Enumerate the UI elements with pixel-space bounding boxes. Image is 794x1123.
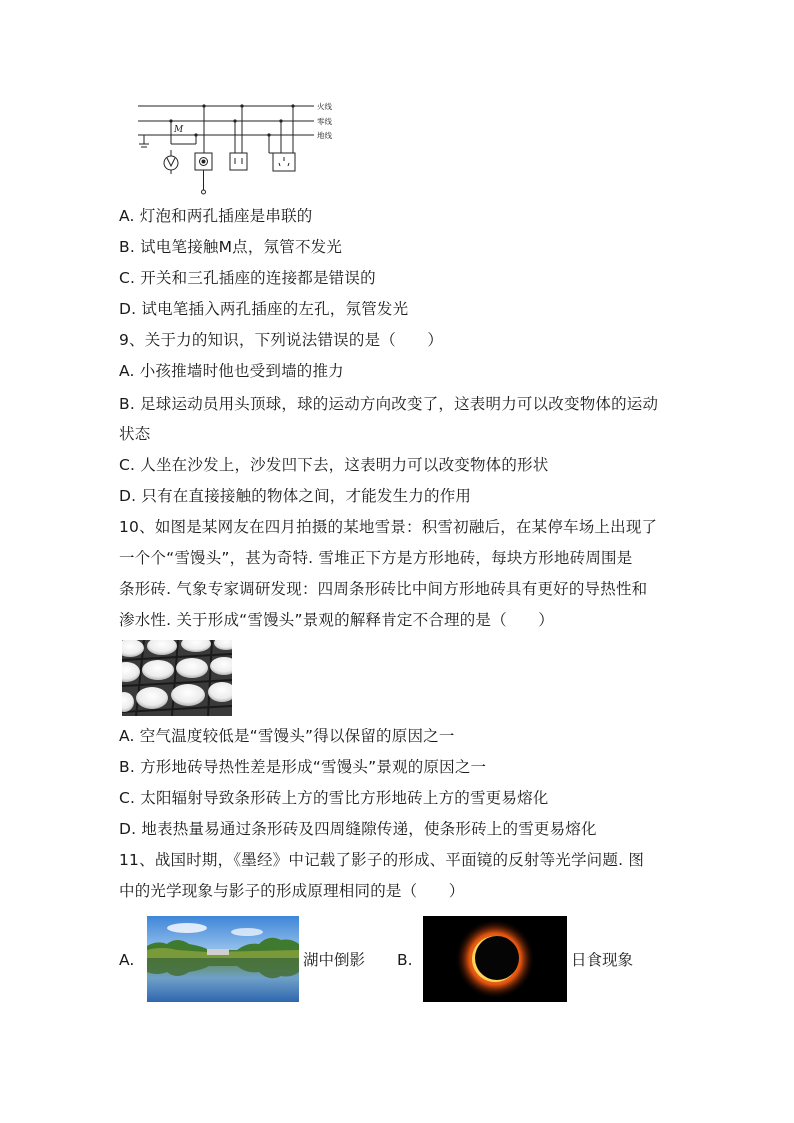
q9-option-d: D. 只有在直接接触的物体之间，才能发生力的作用 [119,487,472,505]
lake-reflection-photo [147,916,299,1002]
q10-stem-line4: 渗水性. 关于形成“雪馒头”景观的解释肯定不合理的是（ ） [119,611,554,629]
q10-option-a: A. 空气温度较低是“雪馒头”得以保留的原因之一 [119,727,455,745]
q10-option-d: D. 地表热量易通过条形砖及四周缝隙传递，使条形砖上的雪更易熔化 [119,820,597,838]
q9-option-b-cont: 状态 [119,425,151,443]
q9-option-b: B. 足球运动员用头顶球，球的运动方向改变了，这表明力可以改变物体的运动 [119,395,659,413]
q10-option-b: B. 方形地砖导热性差是形成“雪馒头”景观的原因之一 [119,758,487,776]
q9-option-a: A. 小孩推墙时他也受到墙的推力 [119,362,344,380]
point-m-label: M [174,125,184,135]
q8-option-c: C. 开关和三孔插座的连接都是错误的 [119,269,376,287]
snow-mound-photo [122,640,232,716]
q8-option-a: A. 灯泡和两孔插座是串联的 [119,207,313,225]
q11-option-a-caption: 湖中倒影 [303,951,366,969]
q11-option-a-letter: A. [119,951,135,969]
q10-option-c: C. 太阳辐射导致条形砖上方的雪比方形地砖上方的雪更易熔化 [119,789,549,807]
q10-stem-line3: 条形砖. 气象专家调研发现：四周条形砖比中间方形地砖具有更好的导热性和 [119,580,648,598]
neutral-wire-label: 零线 [317,117,332,126]
q8-option-b: B. 试电笔接触M点，氖管不发光 [119,238,343,256]
q11-stem-line1: 11、战国时期，《墨经》中记载了影子的形成、平面镜的反射等光学问题. 图 [119,851,645,869]
circuit-diagram [136,100,346,198]
live-wire-label: 火线 [317,102,332,111]
ground-wire-label: 地线 [317,131,332,140]
q11-option-b-letter: B. [397,951,413,969]
q11-stem-line2: 中的光学现象与影子的形成原理相同的是（ ） [119,882,465,900]
q10-stem-line1: 10、如图是某网友在四月拍摄的某地雪景：积雪初融后，在某停车场上出现了 [119,518,658,536]
q10-stem-line2: 一个个“雪馒头”，甚为奇特. 雪堆正下方是方形地砖，每块方形地砖周围是 [119,549,633,567]
solar-eclipse-photo [423,916,567,1002]
q11-option-b-caption: 日食现象 [571,951,634,969]
q9-option-c: C. 人坐在沙发上，沙发凹下去，这表明力可以改变物体的形状 [119,456,549,474]
q9-stem: 9、关于力的知识，下列说法错误的是（ ） [119,331,444,349]
q8-option-d: D. 试电笔插入两孔插座的左孔，氖管发光 [119,300,409,318]
